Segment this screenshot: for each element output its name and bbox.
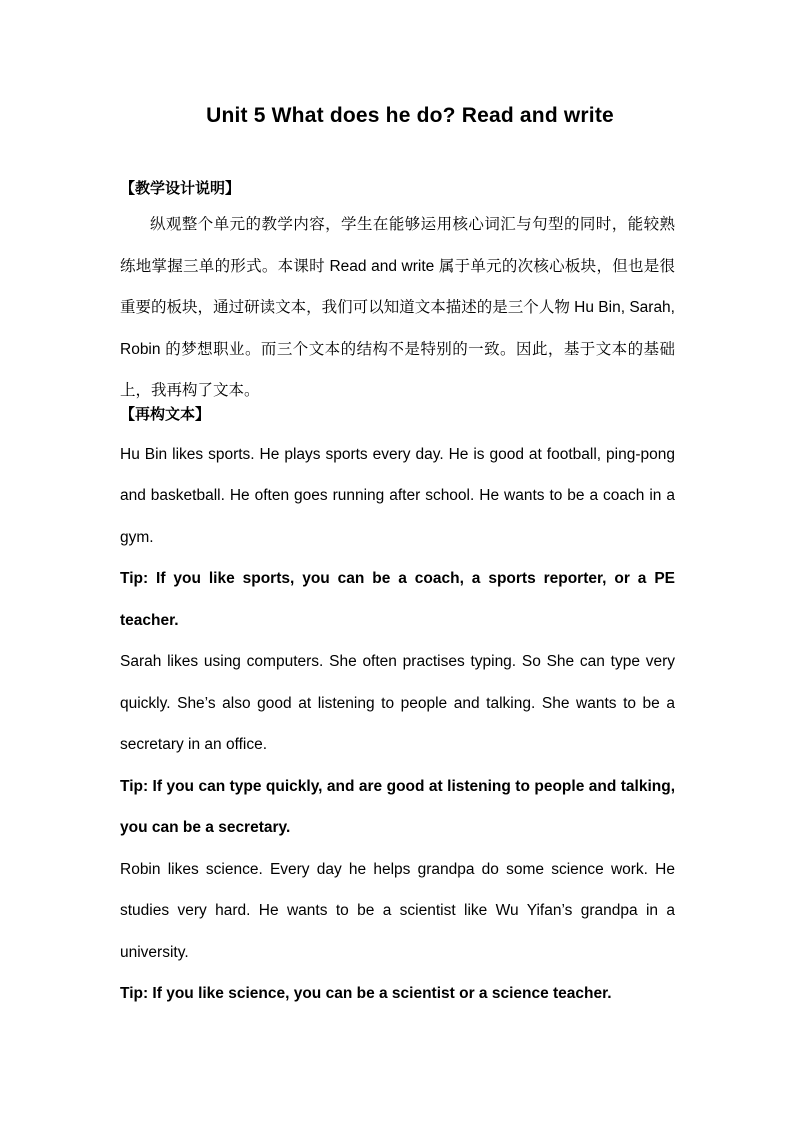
tip-sports: Tip: If you like sports, you can be a coach, a sports reporter, or a PE teacher.	[120, 570, 675, 629]
design-paragraph: 纵观整个单元的教学内容，学生在能够运用核心词汇与句型的同时，能较熟练地掌握三单的形式。本课时 Read and write 属于单元的次核心板块，但也是很重要的板块，通过研读文本，我们可以知道文本描述的是三个人物 Hu Bin, Sarah, Robin 的梦想职业。而三个文本的结构不是特别的一致。因此，基于文本的基础上，我再构了文本。	[120, 216, 675, 399]
hubin-paragraph: Hu Bin likes sports. He plays sports every day. He is good at football, ping-pong and basketball. He often goes running after school. He wants to be a coach in a gym.	[120, 445, 675, 546]
robin-paragraph: Robin likes science. Every day he helps grandpa do some science work. He studies very hard. He wants to be a scientist like Wu Yifan’s grandpa in a university.	[120, 860, 675, 961]
document-body	[120, 176, 675, 1015]
tip-secretary: Tip: If you can type quickly, and are good at listening to people and talking, you can be a secretary.	[120, 777, 675, 836]
rewrite-heading: 【再构文本】	[120, 405, 211, 423]
tip-science: Tip: If you like science, you can be a scientist or a science teacher.	[120, 985, 612, 1002]
sarah-paragraph: Sarah likes using computers. She often practises typing. So She can type very quickly. She’s also good at listening to people and talking. She wants to be a secretary in an office.	[120, 653, 675, 753]
document-title: Unit 5 What does he do? Read and write	[206, 104, 614, 127]
design-heading: 【教学设计说明】	[120, 180, 241, 197]
